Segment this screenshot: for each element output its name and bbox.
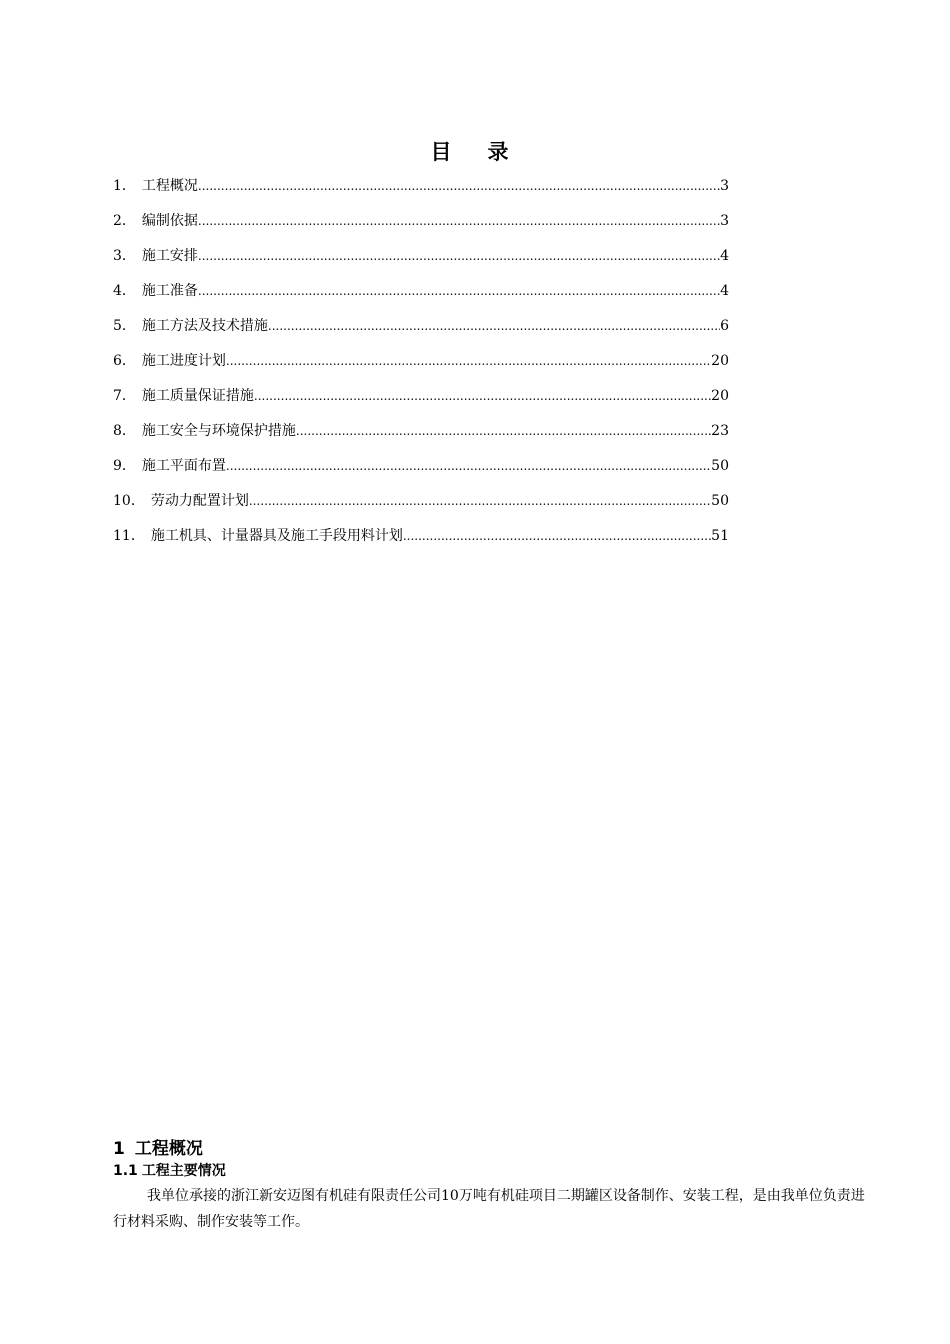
toc-entry-page: 50 [711, 493, 729, 509]
toc-entry-label: 施工进度计划 [141, 353, 226, 369]
toc-entry-page: 4 [720, 283, 729, 299]
toc-entry-label: 劳动力配置计划 [150, 493, 249, 509]
toc-dot-leader [198, 175, 720, 197]
toc-entry[interactable] [113, 350, 729, 385]
toc-entry-label: 编制依据 [141, 213, 198, 229]
toc-title: 目录 [430, 140, 545, 164]
toc-entry[interactable] [113, 420, 729, 455]
toc-entry-page: 23 [711, 423, 729, 439]
body-paragraph: 我单位承接的浙江新安迈图有机硅有限责任公司10万吨有机硅项目二期罐区设备制作、安装工程，是由我单位负责进行材料采购、制作安装等工作。 [113, 1188, 865, 1230]
toc-entry-label: 施工平面布置 [141, 458, 226, 474]
section-title: 工程概况 [134, 1139, 203, 1159]
subsection-number: 1.1 [113, 1163, 138, 1179]
toc-entry-number: 1． [113, 178, 136, 194]
toc-dot-leader [226, 350, 711, 372]
toc-entry-label: 工程概况 [141, 178, 198, 194]
toc-entry-label: 施工方法及技术措施 [141, 318, 268, 334]
toc-entry-number: 11． [113, 528, 145, 544]
toc-entry-label: 施工安排 [141, 248, 198, 264]
toc-entry-number: 2． [113, 213, 136, 229]
toc-entry[interactable] [113, 280, 729, 315]
toc-dot-leader [198, 210, 720, 232]
toc-entry-number: 7． [113, 388, 136, 404]
toc-entry-label: 施工机具、计量器具及施工手段用料计划 [150, 528, 403, 544]
toc-entry-number: 6． [113, 353, 136, 369]
toc-entry-number: 9． [113, 458, 136, 474]
toc-entry-page: 6 [720, 318, 729, 334]
toc-entry[interactable] [113, 210, 729, 245]
toc-entry-page: 50 [711, 458, 729, 474]
toc-list [113, 175, 729, 560]
toc-entry-page: 4 [720, 248, 729, 264]
toc-entry-number: 4． [113, 283, 136, 299]
section-heading [113, 1134, 203, 1159]
toc-entry[interactable] [113, 525, 729, 560]
toc-entry-number: 10． [113, 493, 145, 509]
toc-entry-page: 20 [711, 388, 729, 404]
toc-entry-page: 20 [711, 353, 729, 369]
toc-dot-leader [254, 385, 711, 407]
subsection-title: 工程主要情况 [141, 1163, 226, 1179]
section-number: 1 [113, 1139, 125, 1159]
toc-dot-leader [403, 525, 711, 547]
toc-entry[interactable] [113, 175, 729, 210]
toc-entry-page: 3 [720, 178, 729, 194]
toc-entry[interactable] [113, 455, 729, 490]
toc-dot-leader [296, 420, 711, 442]
toc-entry-label: 施工准备 [141, 283, 198, 299]
toc-dot-leader [249, 490, 711, 512]
toc-entry-number: 5． [113, 318, 136, 334]
toc-entry-number: 3． [113, 248, 136, 264]
toc-entry-label: 施工质量保证措施 [141, 388, 254, 404]
toc-entry[interactable] [113, 385, 729, 420]
subsection-heading [113, 1160, 226, 1180]
toc-dot-leader [198, 280, 720, 302]
toc-dot-leader [268, 315, 720, 337]
toc-entry-label: 施工安全与环境保护措施 [141, 423, 296, 439]
toc-entry-page: 3 [720, 213, 729, 229]
toc-entry[interactable] [113, 490, 729, 525]
toc-entry[interactable] [113, 245, 729, 280]
toc-entry-number: 8． [113, 423, 136, 439]
toc-entry[interactable] [113, 315, 729, 350]
toc-dot-leader [198, 245, 720, 267]
toc-entry-page: 51 [711, 528, 729, 544]
toc-dot-leader [226, 455, 711, 477]
